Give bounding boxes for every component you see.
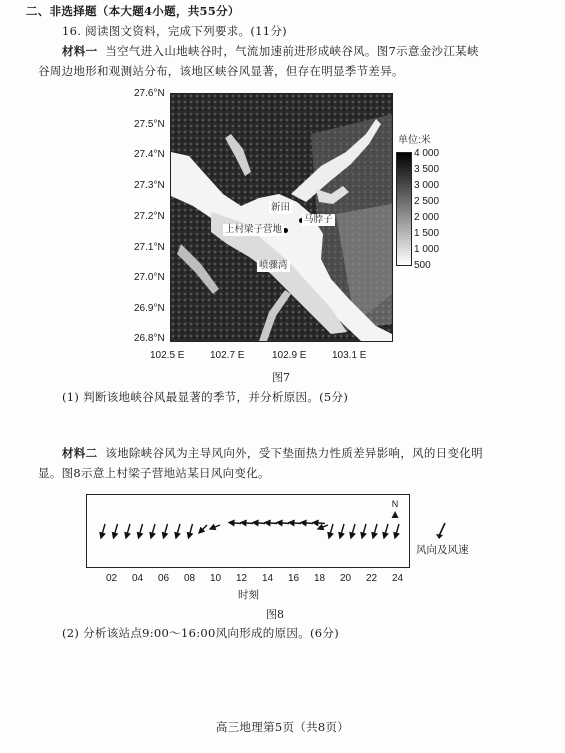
wind-arrow xyxy=(362,524,366,538)
wind-arrow xyxy=(229,523,241,524)
legend-unit: 单位:米 xyxy=(398,135,431,146)
north-label: N xyxy=(391,499,399,509)
wind-arrow xyxy=(126,524,130,538)
wind-arrow xyxy=(164,524,168,538)
material-1-line1 xyxy=(62,42,479,60)
lat-label: 27.4°N xyxy=(134,149,165,160)
elevation-legend-bar xyxy=(396,152,412,266)
lat-label: 27.0°N xyxy=(134,272,165,283)
wind-arrow xyxy=(318,525,328,529)
time-tick-label: 08 xyxy=(184,573,196,584)
wind-chart-frame xyxy=(86,494,410,568)
material-2-text1: 该地除峡谷风为主导风向外，受下垫面热力性质差异影响，风的日变化明 xyxy=(105,446,483,460)
lon-label: 103.1 E xyxy=(332,350,367,361)
time-axis-ticks xyxy=(0,573,565,587)
lat-label: 27.3°N xyxy=(134,180,165,191)
question-16-title: 16. 阅读图文资料，完成下列要求。(11分) xyxy=(62,24,287,38)
legend-value: 4 000 xyxy=(414,148,440,159)
legend-arrow-icon xyxy=(436,522,448,544)
legend-value: 1 000 xyxy=(414,244,440,255)
lon-label: 102.9 E xyxy=(272,350,307,361)
figure-7-caption: 图7 xyxy=(272,371,290,384)
question-2: (2) 分析该站点9:00～16:00风向形成的原因。(6分) xyxy=(62,626,339,640)
wind-arrow xyxy=(351,524,355,538)
section-heading: 二、非选择题（本大题4小题，共55分） xyxy=(26,4,240,18)
terrain-map xyxy=(170,93,393,342)
wind-arrow xyxy=(199,525,207,533)
station-xintian: 新田 xyxy=(271,202,291,213)
time-tick-label: 14 xyxy=(262,573,274,584)
legend-value: 3 000 xyxy=(414,180,440,191)
north-arrow xyxy=(389,499,401,519)
wind-arrow xyxy=(241,523,253,524)
material-1-text1: 当空气进入山地峡谷时，气流加速前进形成峡谷风。图7示意金沙江某峡 xyxy=(105,44,479,58)
wind-arrow xyxy=(265,523,277,524)
wind-arrow xyxy=(313,523,325,524)
wind-arrow xyxy=(189,524,193,538)
wind-arrow xyxy=(253,523,265,524)
question-1: (1) 判断该地峡谷风最显著的季节，并分析原因。(5分) xyxy=(62,390,349,404)
material-2-label: 材料二 xyxy=(62,446,98,460)
lat-label: 27.2°N xyxy=(134,211,165,222)
wind-arrow xyxy=(114,524,118,538)
wind-arrow xyxy=(277,523,289,524)
terrain-relief xyxy=(171,94,392,341)
material-2-line1 xyxy=(62,444,483,462)
wind-arrow xyxy=(176,524,180,538)
wind-arrow xyxy=(384,524,388,538)
wind-arrow xyxy=(329,524,333,538)
wind-arrow xyxy=(289,523,301,524)
wind-arrow xyxy=(373,524,377,538)
station-shangcun: 上村梁子营地 xyxy=(225,224,283,235)
time-tick-label: 12 xyxy=(236,573,248,584)
page-footer: 高三地理第5页（共8页） xyxy=(215,720,350,734)
wind-arrow xyxy=(210,525,220,529)
wind-legend-label: 风向及风速 xyxy=(416,544,469,556)
wind-arrow xyxy=(340,524,344,538)
figure-8-caption: 图8 xyxy=(266,608,284,621)
lon-label: 102.7 E xyxy=(210,350,245,361)
legend-value: 2 500 xyxy=(414,196,440,207)
material-1-line2: 谷周边地形和观测站分布，该地区峡谷风显著，但存在明显季节差异。 xyxy=(38,64,404,78)
time-tick-label: 22 xyxy=(366,573,378,584)
station-mabozi: 马脖子 xyxy=(304,214,333,225)
wind-arrow xyxy=(395,524,399,538)
wind-arrow xyxy=(151,524,155,538)
time-tick-label: 04 xyxy=(132,573,144,584)
north-arrow-icon: ▲ xyxy=(389,507,401,521)
wind-arrow xyxy=(101,524,105,538)
time-tick-label: 02 xyxy=(106,573,118,584)
lat-label: 26.9°N xyxy=(134,303,165,314)
material-2-line2: 显。图8示意上村梁子营地站某日风向变化。 xyxy=(38,466,270,480)
time-axis-label: 时刻 xyxy=(238,589,259,601)
lat-label: 26.8°N xyxy=(134,333,165,344)
wind-arrow xyxy=(301,523,313,524)
time-tick-label: 20 xyxy=(340,573,352,584)
station-penzhouwan: 喷骤湾 xyxy=(259,260,288,271)
lon-label: 102.5 E xyxy=(150,350,185,361)
time-tick-label: 06 xyxy=(158,573,170,584)
legend-value: 2 000 xyxy=(414,212,440,223)
legend-value: 1 500 xyxy=(414,228,440,239)
legend-value: 500 xyxy=(414,260,431,271)
legend-value: 3 500 xyxy=(414,164,440,175)
wind-arrow xyxy=(139,524,143,538)
time-tick-label: 16 xyxy=(288,573,300,584)
time-tick-label: 24 xyxy=(392,573,404,584)
material-1-label: 材料一 xyxy=(62,44,98,58)
wind-arrows xyxy=(87,495,409,567)
lat-label: 27.1°N xyxy=(134,242,165,253)
time-tick-label: 18 xyxy=(314,573,326,584)
time-tick-label: 10 xyxy=(210,573,222,584)
lat-label: 27.6°N xyxy=(134,88,165,99)
lat-label: 27.5°N xyxy=(134,119,165,130)
